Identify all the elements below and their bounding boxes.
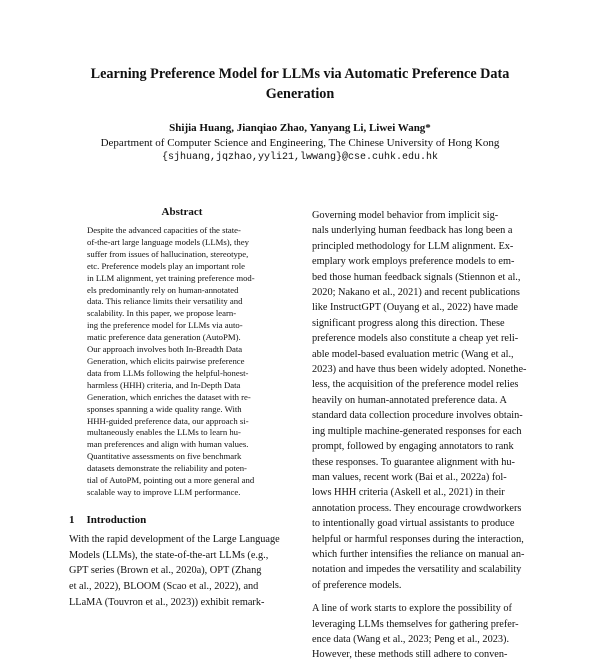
introduction-body	[69, 532, 294, 611]
body-line: significant progress along this direction. These	[312, 317, 505, 329]
abstract-line: suffer from issues of hallucination, stereotype,	[87, 248, 249, 259]
abstract-line: Generation, which elicits pairwise preference	[87, 355, 245, 366]
abstract-line: etc. Preference models play an important role	[87, 260, 245, 271]
body-line: emplary work employs preference models to em-	[312, 256, 515, 268]
abstract-line: els predominantly rely on human-annotated	[87, 284, 239, 295]
body-line: heavily on human-annotated preference data. A	[312, 394, 507, 406]
body-line: annotation process. They encourage crowdworkers	[312, 502, 522, 514]
section-number: 1	[69, 514, 75, 526]
body-line: ence data (Wang et al., 2023; Peng et al., 2023).	[312, 633, 510, 645]
abstract-line: of-the-art large language models (LLMs), they	[87, 236, 249, 247]
affiliation: Department of Computer Science and Engineering, The Chinese University of Hong Kong	[100, 137, 500, 149]
abstract-body	[87, 225, 277, 499]
section-title: Introduction	[86, 514, 147, 526]
body-line: prompt, followed by engaging annotators to rank	[312, 441, 514, 453]
abstract-line: harmless (HHH) criteria, and In-Depth Data	[87, 379, 241, 390]
intro-line: With the rapid development of the Large Language	[69, 534, 280, 545]
abstract-line: multaneously enables the LLMs to learn hu-	[87, 427, 241, 438]
abstract-line: matic preference data generation (AutoPM).	[87, 332, 241, 343]
author-list: Shijia Huang, Jianqiao Zhao, Yanyang Li, Liwei Wang*	[169, 122, 431, 134]
body-line: bed those human feedback signals (Stiennon et al.,	[312, 271, 521, 283]
body-line: standard data collection procedure involves obtain-	[312, 410, 523, 422]
body-line: man values, recent work (Bai et al., 2022a) fol-	[312, 471, 507, 483]
author-emails: {sjhuang,jqzhao,yyli21,lwwang}@cse.cuhk.edu.hk	[161, 152, 439, 163]
body-line: A line of work starts to explore the possibility of	[312, 603, 512, 615]
intro-line: et al., 2022), BLOOM (Scao et al., 2022), and	[69, 581, 259, 593]
body-line: able model-based evaluation metric (Wang et al.,	[312, 348, 514, 360]
body-line: of preference models.	[312, 579, 402, 591]
body-line: to intentionally goad virtual assistants to produce	[312, 518, 515, 530]
abstract-line: in LLM alignment, yet training preference mod-	[87, 272, 255, 283]
abstract-heading: Abstract	[161, 206, 203, 218]
body-line: ing multiple machine-generated responses for each	[312, 425, 522, 437]
abstract-line: man preferences and align with human values.	[87, 439, 249, 450]
section-heading	[69, 513, 146, 527]
abstract-line: Despite the advanced capacities of the state-	[87, 225, 241, 235]
abstract-line: Generation, which enriches the dataset with re-	[87, 391, 251, 402]
body-line: which further intensifies the reliance on manual an-	[312, 548, 525, 560]
body-line: However, these methods still adhere to conven-	[312, 649, 508, 661]
body-line: notation and impedes the versatility and scalability	[312, 564, 522, 576]
body-line: preference models also constitute a cheap yet reli-	[312, 333, 519, 345]
body-line: less, the acquisition of the preference model relies	[312, 379, 519, 391]
intro-line: LLaMA (Touvron et al., 2023)) exhibit remark-	[69, 596, 265, 608]
title-line: Learning Preference Model for LLMs via Automatic Preference Data	[90, 66, 510, 82]
abstract-line: scalable way to improve LLM performance.	[87, 486, 241, 497]
abstract-line: data. This reliance limits their versatility and	[87, 296, 243, 307]
title-line: Generation	[265, 86, 335, 102]
body-line: helpful or harmful responses during the interaction,	[312, 533, 524, 545]
abstract-line: HHH-guided preference data, our approach si-	[87, 415, 249, 426]
body-line: lows HHH criteria (Askell et al., 2021) in their	[312, 487, 505, 499]
body-line: 2023) and have thus been widely adopted. Nonethe-	[312, 364, 527, 376]
body-line: principled methodology for LLM alignment. Ex-	[312, 240, 514, 252]
right-column	[312, 208, 538, 663]
abstract-line: tial of AutoPM, pointing out a more general and	[87, 475, 255, 486]
abstract-line: Our approach involves both In-Breadth Data	[87, 344, 243, 355]
body-line: these responses. To guarantee alignment with hu-	[312, 456, 515, 468]
abstract-line: ing the preference model for LLMs via auto-	[87, 320, 243, 331]
abstract-line: datasets demonstrate the reliability and poten-	[87, 463, 247, 474]
body-line: leveraging LLMs themselves for gathering prefer-	[312, 618, 519, 630]
abstract-line: scalability. In this paper, we propose learn-	[87, 308, 237, 319]
body-line: like InstructGPT (Ouyang et al., 2022) have made	[312, 302, 518, 314]
abstract-line: sponses spanning a wide quality range. With	[87, 403, 242, 414]
abstract-line: data from LLMs following the helpful-honest-	[87, 367, 249, 378]
body-line: Governing model behavior from implicit sig-	[312, 210, 499, 221]
abstract-line: Quantitative assessments on five benchmark	[87, 451, 242, 462]
body-line: nals underlying human feedback has long been a	[312, 225, 513, 237]
intro-line: Models (LLMs), the state-of-the-art LLMs (e.g.,	[69, 549, 269, 561]
paper-title	[80, 64, 520, 104]
intro-line: GPT series (Brown et al., 2020a), OPT (Zhang	[69, 565, 262, 577]
body-line: 2020; Nakano et al., 2021) and recent publications	[312, 287, 520, 299]
